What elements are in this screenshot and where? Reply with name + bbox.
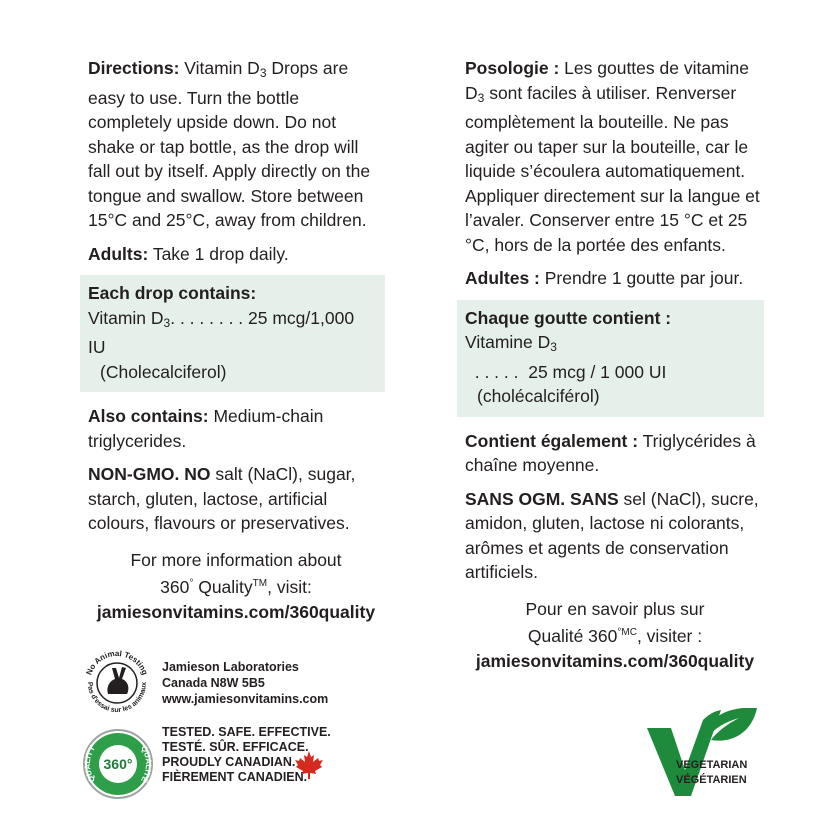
each-drop-box bbox=[457, 300, 764, 417]
french-column bbox=[465, 56, 765, 673]
tagline-4: FIÈREMENT CANADIEN. bbox=[162, 770, 308, 784]
vegetarian-en: VEGETARIAN bbox=[676, 759, 748, 771]
english-column bbox=[88, 56, 384, 624]
quality-360-icon bbox=[82, 728, 154, 800]
info-360: 360 bbox=[160, 577, 190, 597]
info-360: Qualité 360 bbox=[527, 626, 618, 646]
ring-text-en: No Animal Testing bbox=[84, 648, 150, 677]
also-contains-fr bbox=[465, 429, 765, 478]
directions-text-cont: Drops are easy to use. Turn the bottle completely upside down. Do not shake or tap bottle, as the drop will fall out by itself. Apply directly on the tongue and swallow. Store between 15°C and 25°C, away from children. bbox=[88, 58, 371, 230]
ring-text-fr: Pas d'essai sur les animaux bbox=[85, 681, 149, 715]
also-text: Triglycérides à chaîne moyenne. bbox=[465, 430, 756, 475]
maple-leaf-icon bbox=[294, 750, 324, 780]
each-drop-label: Chaque goutte contient : bbox=[465, 307, 672, 328]
vitamin-form: (cholécalciférol) bbox=[477, 386, 600, 406]
info-quality: Quality bbox=[193, 577, 253, 597]
vitamin-label: Vitamin D bbox=[88, 307, 164, 328]
info-line-2 bbox=[465, 621, 765, 649]
subscript: 3 bbox=[550, 340, 557, 354]
quality-ring-text: QUALITY bbox=[82, 743, 97, 784]
info-block-en bbox=[88, 548, 384, 625]
also-text: Medium-chain triglycerides. bbox=[88, 406, 324, 451]
info-line: For more information about bbox=[130, 549, 342, 570]
directions-text: Les gouttes de vitamine D bbox=[465, 58, 750, 103]
subscript: 3 bbox=[259, 66, 267, 80]
directions-fr bbox=[465, 56, 765, 257]
trademark: TM bbox=[252, 578, 268, 589]
vitamin-row bbox=[465, 330, 754, 384]
nongmo-label: NON-GMO. NO bbox=[88, 464, 211, 484]
also-label: Also contains: bbox=[88, 406, 209, 426]
adults-label: Adultes : bbox=[465, 268, 540, 288]
nongmo-text: salt (NaCl), sugar, starch, gluten, lactose, artificial colours, flavours or preservatives. bbox=[88, 464, 356, 533]
qualite-ring-text: QUALITÉ bbox=[139, 744, 154, 785]
tagline-2: TESTÉ. SÛR. EFFICACE. bbox=[162, 740, 309, 754]
also-contains-en bbox=[88, 404, 384, 453]
nongmo-text: sel (NaCl), sucre, amidon, gluten, lactose ni colorants, arômes et agents de conservation artificiels. bbox=[465, 488, 759, 582]
adults-text: Take 1 drop daily. bbox=[148, 243, 289, 264]
tagline-1: TESTED. SAFE. EFFECTIVE. bbox=[162, 725, 331, 739]
no-animal-testing-icon bbox=[82, 648, 152, 718]
info-block-fr bbox=[465, 597, 765, 674]
each-drop-label: Each drop contains: bbox=[88, 283, 257, 303]
info-line-2 bbox=[88, 572, 384, 600]
directions-label: Posologie : bbox=[465, 58, 560, 78]
nongmo-fr bbox=[465, 487, 765, 585]
vitamin-label: Vitamine D bbox=[465, 332, 551, 352]
company-address: Canada N8W 5B5 bbox=[162, 676, 265, 690]
vegetarian-label bbox=[676, 758, 747, 788]
vitamin-amount: . . . . . . . . 25 mcg/1,000 IU bbox=[88, 307, 355, 357]
degree-mark: ° bbox=[189, 578, 194, 589]
company-website[interactable]: www.jamiesonvitamins.com bbox=[162, 692, 329, 706]
adults-label: Adults: bbox=[88, 243, 149, 264]
directions-text: Vitamin D bbox=[179, 58, 260, 78]
also-label: Contient également : bbox=[465, 430, 639, 451]
info-url[interactable]: jamiesonvitamins.com/360quality bbox=[96, 601, 376, 622]
info-visit: , visit: bbox=[267, 577, 312, 597]
mc-mark: °MC bbox=[617, 627, 637, 638]
vegetarian-fr: VÉGÉTARIEN bbox=[676, 774, 747, 786]
info-url[interactable]: jamiesonvitamins.com/360quality bbox=[475, 650, 755, 671]
adults-text: Prendre 1 goutte par jour. bbox=[539, 268, 744, 288]
vitamin-row bbox=[88, 306, 375, 360]
tagline-3: PROUDLY CANADIAN. bbox=[162, 755, 296, 769]
company-info bbox=[162, 659, 328, 707]
company-name: Jamieson Laboratories bbox=[162, 660, 299, 674]
nongmo-label: SANS OGM. SANS bbox=[465, 488, 619, 509]
adults-en bbox=[88, 242, 384, 267]
vitamin-form: (Cholecalciferol) bbox=[100, 361, 227, 382]
info-line: Pour en savoir plus sur bbox=[525, 598, 705, 619]
subscript: 3 bbox=[477, 90, 485, 105]
each-drop-box bbox=[80, 275, 385, 392]
directions-label: Directions: bbox=[88, 58, 180, 78]
adults-fr bbox=[465, 266, 765, 291]
info-visit: , visiter : bbox=[636, 626, 703, 646]
directions-en bbox=[88, 56, 384, 233]
vitamin-amount: . . . . . 25 mcg / 1 000 UI bbox=[465, 361, 667, 382]
nongmo-en bbox=[88, 462, 384, 536]
subscript: 3 bbox=[163, 315, 171, 330]
badge-360: 360° bbox=[103, 756, 133, 772]
directions-text-cont: sont faciles à utiliser. Renverser complètement la bouteille. Ne pas agiter ou taper sur la bouteille, car le liquide s’écoulera automatiquement. Appliquer directement sur la langue et l’avaler. Conserver entre 15 °C et 25 °C, hors de la portée des enfants. bbox=[465, 82, 760, 255]
